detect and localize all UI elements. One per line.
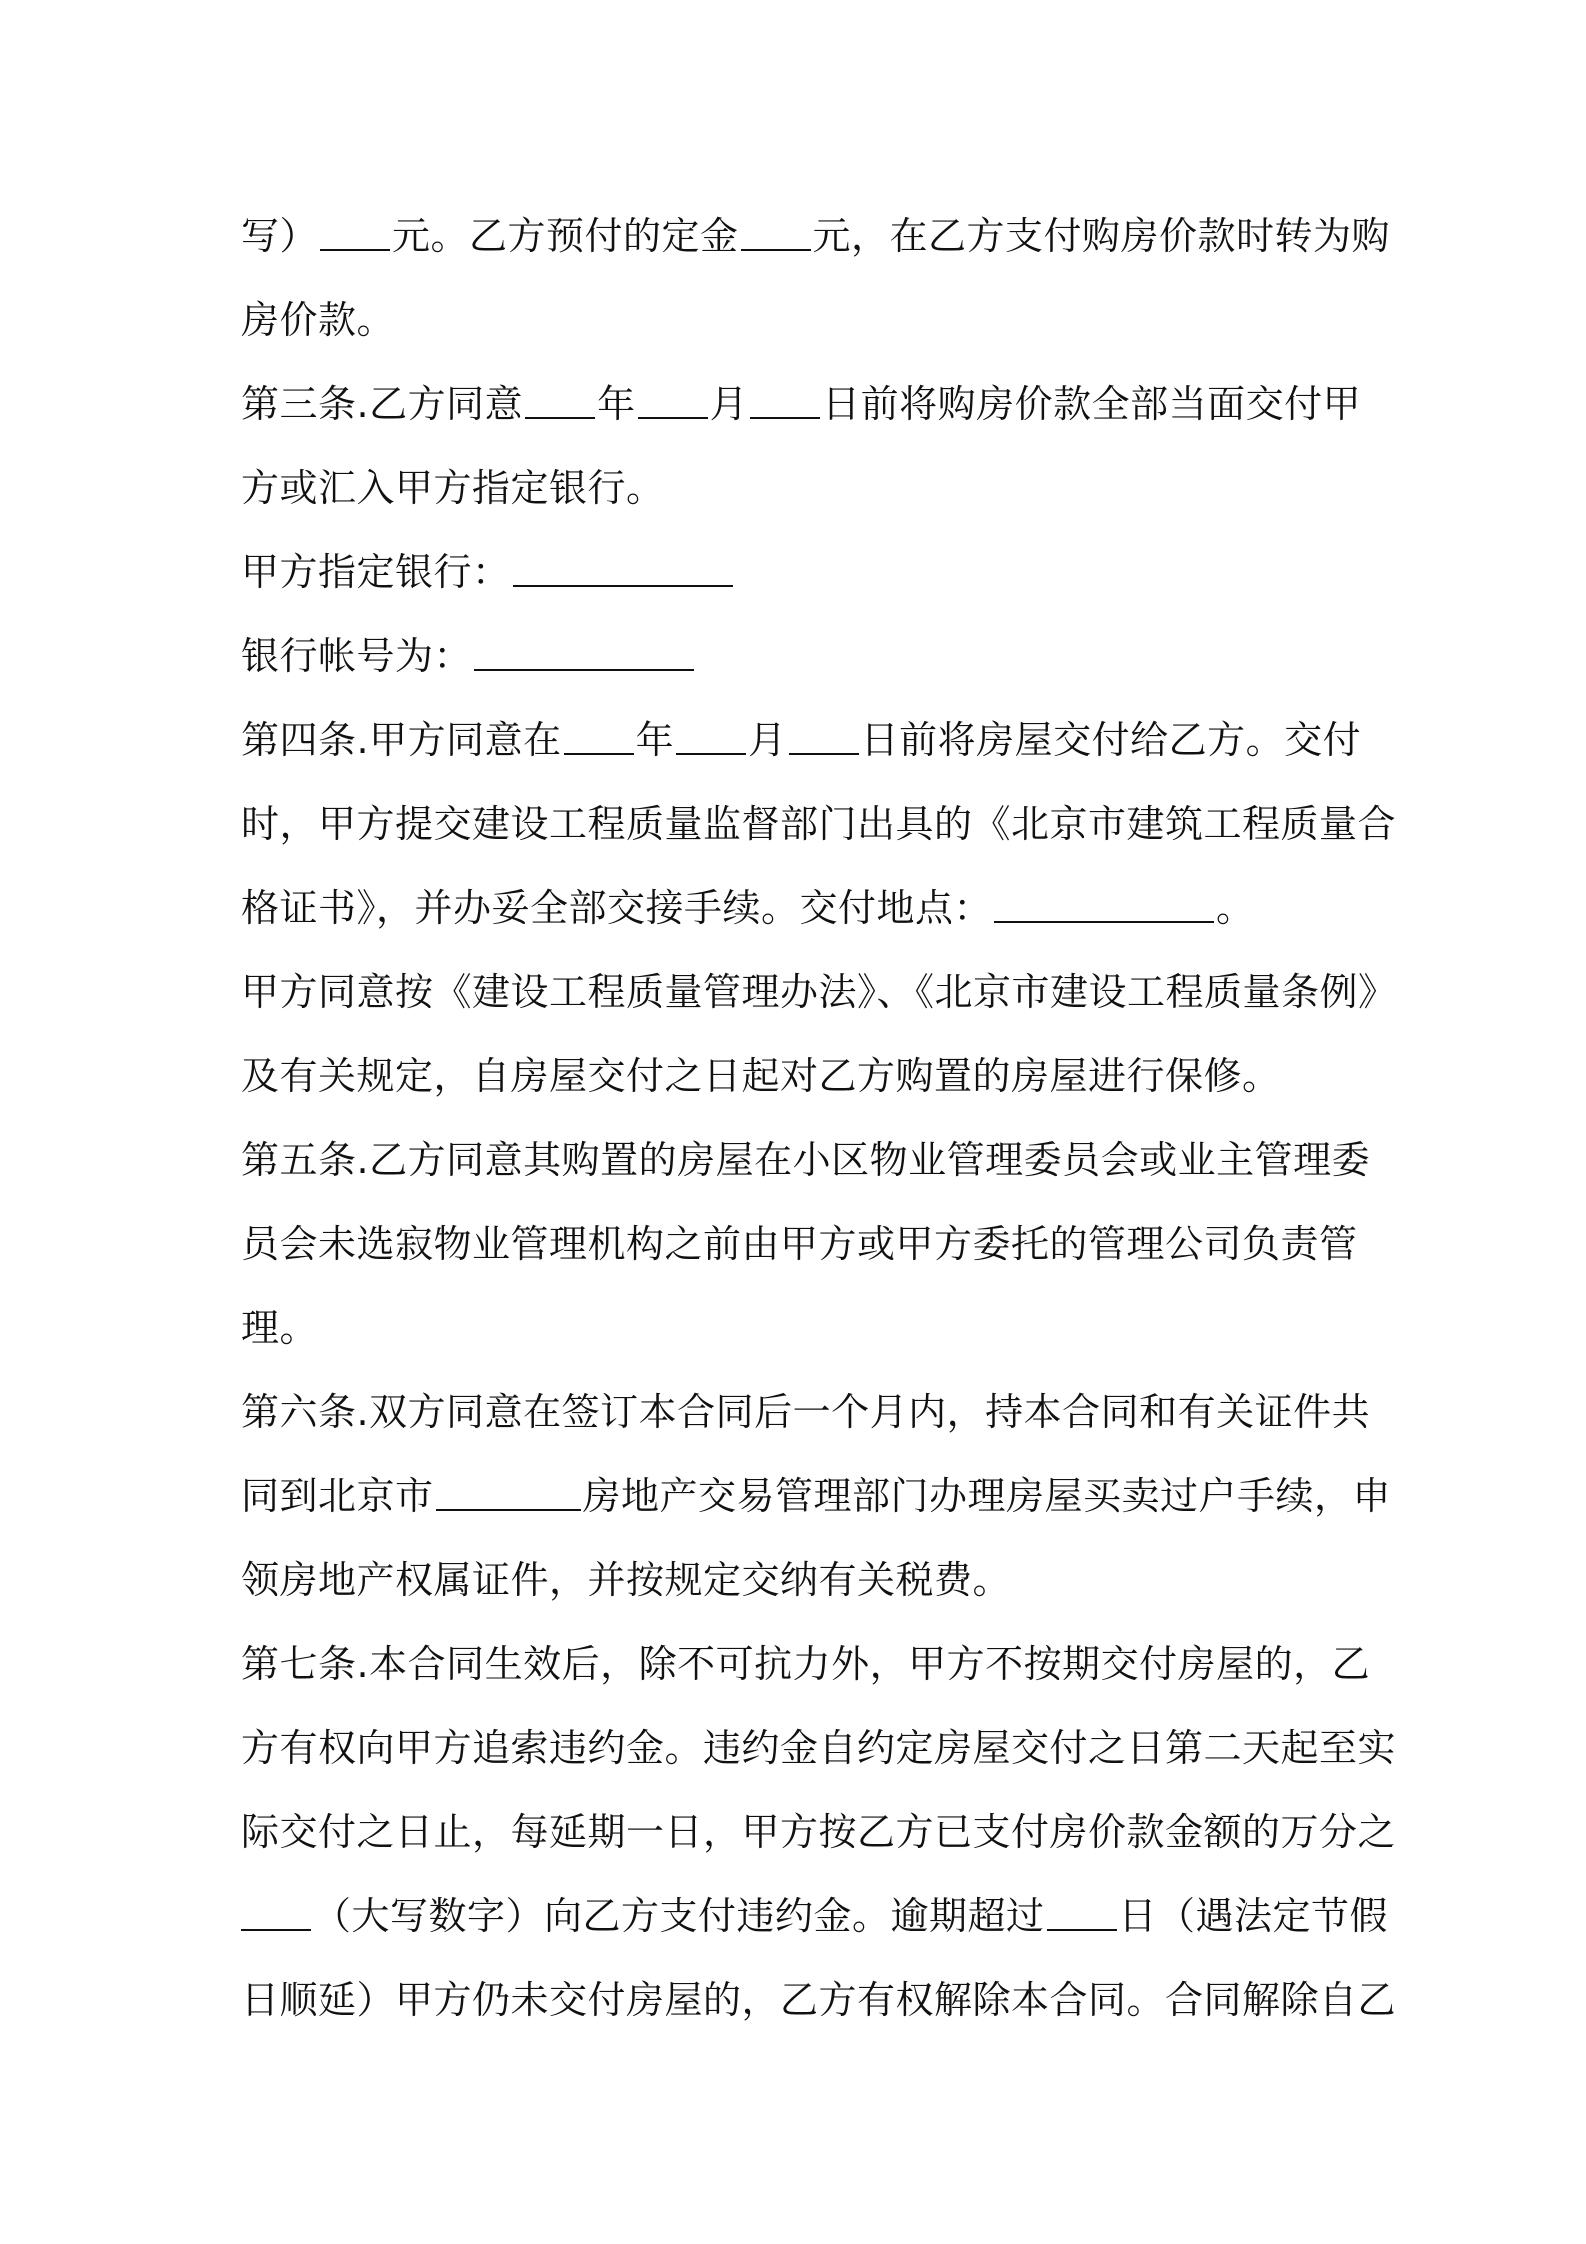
text-segment: 银行帐号为： [241,634,473,678]
text-segment: 第四条.甲方同意在 [241,718,562,762]
text-line [241,1874,1389,1958]
text-segment: 方或汇入甲方指定银行。 [241,466,665,510]
fill-in-blank [741,211,811,251]
text-segment: 写） [241,214,319,258]
text-line [241,194,1391,278]
text-line [241,782,1397,866]
text-line [241,1286,1361,1370]
text-segment: 时，甲方提交建设工程质量监督部门出具的《北京市建筑工程质量合 [241,802,1397,846]
text-segment: 第五条.乙方同意其购置的房屋在小区物业管理委员会或业主管理委 [241,1138,1371,1182]
text-segment: 员会未选寂物业管理机构之前由甲方或甲方委托的管理公司负责管 [241,1222,1358,1266]
text-line [241,1538,1361,1622]
text-line [241,1958,1397,2042]
text-segment: 房价款。 [241,298,396,342]
text-line [241,866,1361,950]
text-segment: （大写数字）向乙方支付违约金。逾期超过 [313,1894,1045,1938]
text-segment: 月 [748,718,787,762]
text-segment: 第六条.双方同意在签订本合同后一个月内，持本合同和有关证件共 [241,1390,1371,1434]
text-segment: 同到北京市 [241,1474,434,1518]
text-segment: 甲方同意按《建设工程质量管理办法》、《北京市建设工程质量条例》 [241,970,1397,1014]
fill-in-blank [525,379,595,419]
text-segment: 格证书》，并办妥全部交接手续。交付地点： [241,886,993,930]
text-segment: 月 [709,382,749,426]
text-line [241,362,1361,446]
text-line [241,1370,1371,1454]
text-line [241,1706,1397,1790]
text-segment: 第七条.本合同生效后，除不可抗力外，甲方不按期交付房屋的，乙 [241,1642,1371,1686]
text-segment: 年 [635,718,675,762]
fill-in-blank [994,883,1214,923]
fill-in-blank [513,547,733,587]
text-segment: 房地产交易管理部门办理房屋买卖过户手续，申 [582,1474,1392,1518]
fill-in-blank [320,211,390,251]
text-segment: 及有关规定，自房屋交付之日起对乙方购置的房屋进行保修。 [241,1054,1281,1098]
fill-in-blank [564,715,634,755]
text-segment: 第三条.乙方同意 [241,382,524,426]
fill-in-blank [789,715,859,755]
fill-in-blank [241,1891,311,1931]
text-segment: 元，在乙方支付购房价款时转为购 [812,214,1391,258]
text-segment: 领房地产权属证件，并按规定交纳有关税费。 [241,1558,1012,1602]
text-segment: 日前将房屋交付给乙方。交付 [860,718,1362,762]
text-segment: 方有权向甲方追索违约金。违约金自约定房屋交付之日第二天起至实 [241,1726,1397,1770]
text-line [241,950,1397,1034]
fill-in-blank [676,715,746,755]
text-line [241,1790,1397,1874]
text-segment: 日前将购房价款全部当面交付甲 [822,382,1362,426]
fill-in-blank [638,379,708,419]
text-line [241,446,1361,530]
text-segment: 年 [597,382,636,426]
text-line [241,1202,1361,1286]
text-segment: 日顺延）甲方仍未交付房屋的，乙方有权解除本合同。合同解除自乙 [241,1978,1397,2022]
text-line [241,278,1361,362]
fill-in-blank [1047,1891,1117,1931]
text-segment: 元。乙方预付的定金 [392,214,739,258]
text-segment: 日（遇法定节假 [1118,1894,1389,1938]
text-line [241,614,1361,698]
text-line [241,1034,1361,1118]
text-segment: 。 [1216,886,1255,930]
text-line [241,1622,1371,1706]
text-segment: 理。 [241,1306,319,1350]
document-page [241,194,1397,2042]
text-line [241,1454,1392,1538]
text-segment: 际交付之日止，每延期一日，甲方按乙方已支付房价款金额的万分之 [241,1810,1397,1854]
fill-in-blank [474,631,694,671]
fill-in-blank [750,379,820,419]
text-line [241,530,1361,614]
fill-in-blank [436,1471,581,1511]
text-segment: 甲方指定银行： [241,550,511,594]
text-line [241,698,1361,782]
text-line [241,1118,1371,1202]
